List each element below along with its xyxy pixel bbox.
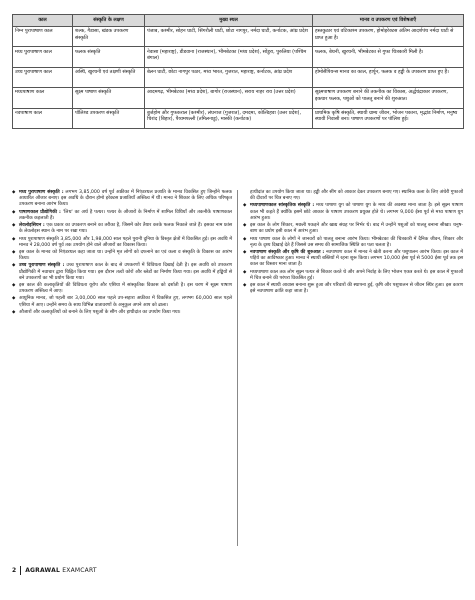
paragraph-text: इस काल की कलाकृतियों की विविधता यूरोप और एशिया में सांस्कृतिक विकास को दर्शाती है। इस चरण में सूक्ष्म पाषाण उपकरण अस्तित्व में आए। xyxy=(19,283,232,295)
paragraph-heading: लेवलोइसियन : xyxy=(19,223,45,229)
paragraph-text: लगभग 3,85,000 वर्ष पूर्व अफ्रीका में निएंडरथल प्रजाति के मानव विकसित हुए जिन्होंने फलक आधारित औजार बनाए। इस अवधि के दौरान होमो इरेक्टस प्रजातियाँ अस्तित्व में थीं। मानव ने शिकार के लिए अधिक परिष्कृत उपकरण बनाना आरंभ किया। xyxy=(19,190,232,208)
brand-name-light: EXAMCART xyxy=(62,566,97,574)
right-column xyxy=(243,190,463,296)
table-cell: फलक, बेधनी, खुरचनी, भीमबेटका से गुफा चित्रकारी मिली है। xyxy=(313,47,464,67)
table-cell: पॉलिश्ड उपकरण संस्कृति xyxy=(73,108,145,128)
paragraph-text: मध्य पाषाण काल के लोगों ने जानवरों को पालतू बनाना आरंभ किया। भीमबेटका की चित्रकारी में दैनिक जीवन, शिकार और नृत्य के दृश्य दिखाई देते हैं जिससे उस समय की सामाजिक स्थिति का पता चलता है। xyxy=(250,236,463,248)
brand-name-bold: AGRAWAL xyxy=(25,566,60,574)
paragraph xyxy=(243,190,463,202)
body-columns xyxy=(12,190,463,548)
table-cell: मध्यपाषाण काल xyxy=(13,88,73,108)
page-footer xyxy=(12,563,463,577)
left-column xyxy=(12,190,232,317)
paragraph xyxy=(12,237,232,249)
table-cell: नवपाषाण काल xyxy=(13,108,73,128)
paragraph-heading: मध्य पुरापाषाण संस्कृति : xyxy=(19,190,64,195)
paragraph xyxy=(12,223,232,235)
paragraph-text: नवपाषाण काल में मानव ने खेती करना और पशुपालन आरंभ किया। इस काल में पहिये का आविष्कार हुआ। मानव ने स्थायी बस्तियों में रहना शुरू किया। लगभग 10,000 ईसा पूर्व से 5000 ईसा पूर्व तक इस काल का विस्तार माना जाता है। xyxy=(250,249,463,268)
paragraph xyxy=(243,283,463,295)
column-divider xyxy=(237,190,238,546)
paragraph-text: 'लिथ' का अर्थ है पत्थर। पत्थर के औजारों के निर्माण में शामिल विधियाँ और तकनीकें पाषाणकाल तकनीक कहलाती हैं। xyxy=(19,209,232,221)
paragraph-text: मध्य पुरापाषाण संस्कृति 3,85,000 और 1,98,000 साल पहले पुरानी दुनिया के विस्तृत क्षेत्रों में विकसित हुई। इस अवधि में मानव ने 28,000 वर्ष पूर्व तक उपयोग होने वाले औजारों का विकास किया। xyxy=(19,236,232,248)
table-cell: उच्च पुरापाषाण काल xyxy=(13,67,73,87)
paragraph xyxy=(12,250,232,262)
table-cell: हस्तकुठार एवं वटिकाश्म उपकरण, होमोइरेक्टस अंतिम आदर्शपंथ नर्मदा घाटी से प्राप्त हुआ है। xyxy=(313,27,464,47)
paragraph-text: हाथीदांत का उपयोग किया जाता था। हड्डी और सींग को आकार देकर उपकरण बनाए गए। स्थानिक कला के लिए अंधेरी गुफाओं की दीवारों पर चित्र बनाए गए। xyxy=(250,190,463,202)
table-cell: सूक्ष्मपाषाण उपकरण बनाने की तकनीक का विकास, अर्द्धचंद्राकार उपकरण, इकधार फलक, पशुओं को पालतू बनाने की शुरुआत। xyxy=(313,88,464,108)
paragraph xyxy=(243,237,463,249)
table-cell: अस्थि, खुरचनी एवं तक्षणी संस्कृति xyxy=(73,67,145,87)
paragraph xyxy=(243,203,463,221)
table-header-row xyxy=(13,15,464,27)
table-row xyxy=(13,27,464,47)
paragraph xyxy=(12,310,232,316)
table-cell: नेवासा (महाराष्ट्र), डीडवाना (राजस्थान), भीमबेटका (मध्य प्रदेश), सोंडुरा, पुरुलिया (पश्चिम बंगाल) xyxy=(145,47,313,67)
table-cell: सूक्ष्म पाषाण संस्कृति xyxy=(73,88,145,108)
paragraph-text: आधुनिक मानव, जो पहली बार 3,00,000 साल पहले उप-सहारा अफ्रीका में विकसित हुए, लगभग 60,000 साल पहले एशिया में आए। उन्होंने समय के साथ विभिन्न वातावरणों के अनुकूल अपने आप को ढाला। xyxy=(19,296,232,308)
table-row xyxy=(13,108,464,128)
page-content xyxy=(12,14,463,129)
table-row xyxy=(13,47,464,67)
header-tools: मानव व उपकरण एवं विशेषताएँ xyxy=(313,15,464,27)
paragraph-text: इस काल के मानव को निएंडरथल कहा जाता था। उन्होंने मृत लोगों को दफनाने का एवं कला व संस्कृति के विकास का आरंभ किया। xyxy=(19,249,232,262)
paragraph xyxy=(12,296,232,308)
paragraph-text: मध्यपाषाण काल तक लोग सूक्ष्म पत्थर से शिकार करते थे और अपने निर्वाह के लिए भोजन एकत्र करते थे। इस काल में गुफाओं में चित्र बनाने की परंपरा विकसित हुई। xyxy=(250,269,463,281)
paragraph xyxy=(12,263,232,281)
stone-age-table xyxy=(12,14,464,129)
table-cell: बेलन घाटी, छोटा नागपुर पठार, मध्य भारत, गुजरात, महाराष्ट्र, कर्नाटक, आंध्र प्रदेश xyxy=(145,67,313,87)
table-row xyxy=(13,67,464,87)
table-cell: पंजाब, कश्मीर, सोहन घाटी, सिंगरौली घाटी, छोटा नागपुर, नर्मदा घाटी, कर्नाटक, आंध्र प्रदेश xyxy=(145,27,313,47)
paragraph-text: इस काल में स्थायी आवास बनाना शुरू हुआ और परिवारों की स्थापना हुई, कृषि और पशुपालन से जीवन स्थिर हुआ। इस कारण इसे नवपाषाण क्रांति कहा जाता है। xyxy=(250,283,463,295)
header-culture: संस्कृति के लक्षण xyxy=(73,15,145,27)
paragraph xyxy=(243,223,463,235)
paragraph xyxy=(12,210,232,222)
paragraph xyxy=(12,283,232,295)
paragraph-text: इस काल के लोग शिकार, मछली पकड़ने और खाद्य संग्रह पर निर्भर थे। बाद में उन्होंने पशुओं को पालतू बनाना सीखा। धनुष-बाण का प्रयोग इसी काल में आरंभ हुआ। xyxy=(250,223,463,235)
paragraph-text: उच्च पुरापाषाण काल के बाद से उपकरणों में विविधता दिखाई देती है। इस अवधि को उपकरण प्रौद्योगिकी में नवाचार द्वारा चिह्नित किया गया। इस दौरान तत्वों कोरों और ब्लेडों का निर्माण किया गया। इस अवधि में हड्डियों से बने उपकरणों का भी प्रयोग किया गया। xyxy=(19,263,233,281)
footer-separator xyxy=(20,566,21,575)
page-number: 2 xyxy=(12,566,17,574)
paragraph-heading: मध्यपाषाणकाल सांस्कृतिक संस्कृति : xyxy=(250,203,315,209)
brand-logo xyxy=(25,567,97,574)
paragraph-heading: उच्च पुरापाषाण संस्कृति : xyxy=(19,263,65,269)
paragraph-heading: नवपाषाण संस्कृति और कृषि की शुरुआत : xyxy=(250,249,325,255)
table-cell: फलक संस्कृति xyxy=(73,47,145,67)
paragraph xyxy=(243,270,463,282)
paragraph xyxy=(243,250,463,268)
paragraph-text: औजारों और कलाकृतियों को बनाने के लिए पशुओं के सींग और हाथीदांत का उपयोग किया गया। xyxy=(19,309,181,315)
table-cell: शल्क, गैडासा, खंडक उपकरण संस्कृति xyxy=(73,27,145,47)
table-row xyxy=(13,88,464,108)
paragraph xyxy=(12,190,232,208)
table-cell: होमोसैपियन्स मानव का काल, हार्पून, फलक व हड्डी के उपकरण प्राप्त हुए हैं। xyxy=(313,67,464,87)
paragraph-text: एक प्रकार का उपकरण बनाने का तरीका है, जिसमें कोर तैयार करके फलक निकाले जाते हैं। इसका नाम फ्रांस के लेवलोइस स्थान के नाम पर रखा गया। xyxy=(19,223,232,235)
header-sites: मुख्य स्थल xyxy=(145,15,313,27)
paragraph-text: मध्य पाषाण युग को पाषाण युग के मध्य की अवस्था माना जाता है। इसे सूक्ष्म पाषाण काल भी कहते हैं क्योंकि इसमें छोटे आकार के पाषाण उपकरण प्रयुक्त होते थे। लगभग 9,000 ईसा पूर्व से मध्य पाषाण युग आरंभ हुआ। xyxy=(250,203,463,221)
header-period: काल xyxy=(13,15,73,27)
paragraph-heading: पाषाणकाल प्रौद्योगिकी : xyxy=(19,209,61,215)
table-cell: मध्य पुरापाषाण काल xyxy=(13,47,73,67)
table-cell: आदमगढ़, भीमबेटका (मध्य प्रदेश), बागोर (राजस्थान), सराय नाहर राय (उत्तर प्रदेश) xyxy=(145,88,313,108)
table-cell: निम्न पुरापाषाण काल xyxy=(13,27,73,47)
table-cell: प्राथमिक कृषि संस्कृति, स्थायी ग्राम्य जीवन, भोजन पकाना, मृद्भांड निर्माण, मनुष्य स्थायी निवासी बना। पाषाण उपकरणों पर पॉलिश हुई। xyxy=(313,108,464,128)
table-cell: बुर्जहोम और गुफकराल (कश्मीर), लंघनाज (गुजरात), दमदमा, कोल्डिहवा (उत्तर प्रदेश), चिरांद (बिहार), पैय्यमपल्ली (तमिलनाडु), मास्की (कर्नाटक) xyxy=(145,108,313,128)
